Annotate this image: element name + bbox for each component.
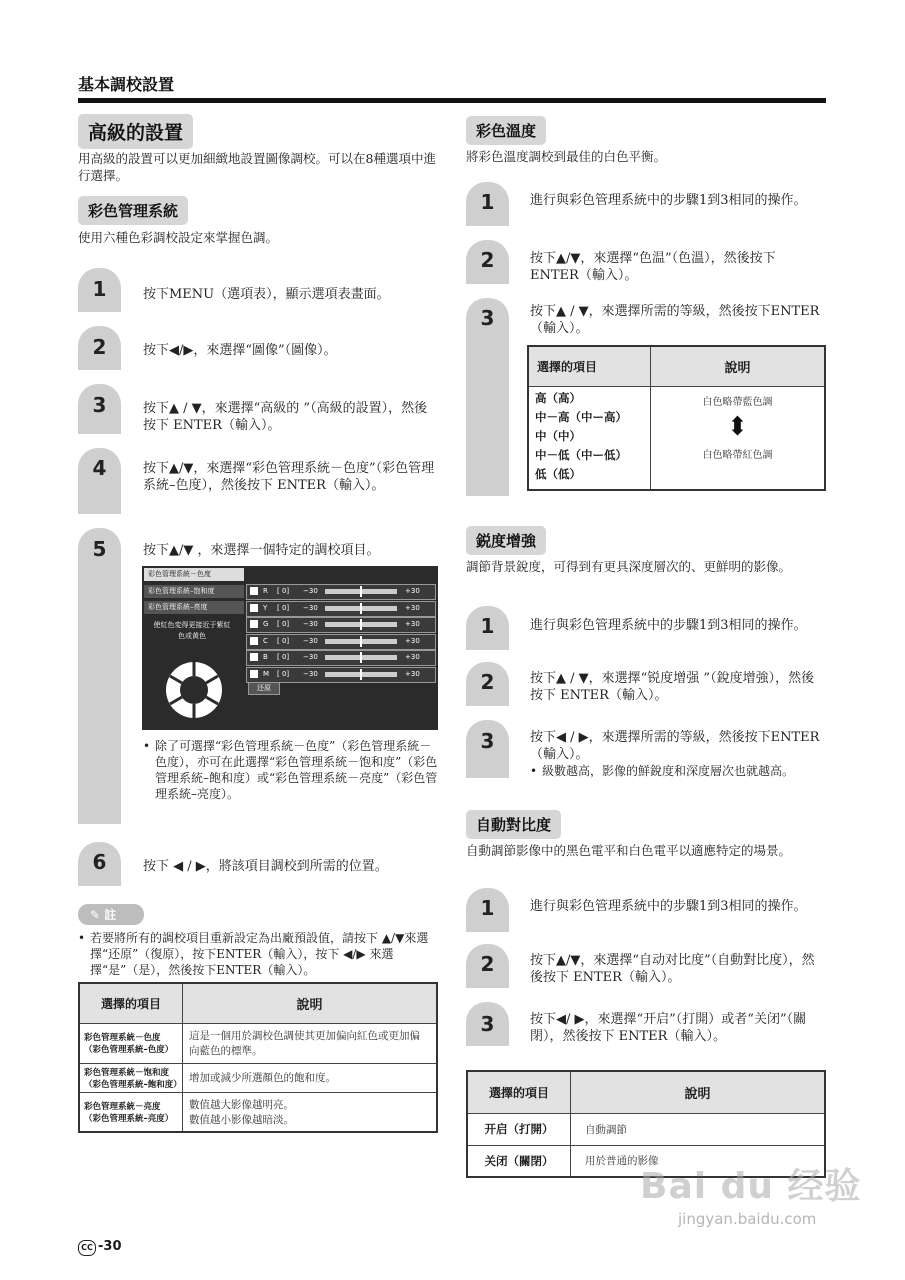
cms-desc: 使用六種色彩調校設定來掌握色調。 — [78, 230, 279, 245]
menu-channel-label: G — [263, 620, 269, 628]
step-5-number: 5 — [92, 537, 107, 561]
menu-channel-label: B — [263, 653, 268, 661]
contrast-step-1-number: 1 — [480, 896, 495, 920]
note-badge — [78, 904, 144, 925]
step-5-text: 按下▲/▼ ，來選擇一個特定的調校項目。 — [143, 543, 380, 558]
step-2-text: 按下◀/▶，來選擇“圖像”（圖像）。 — [143, 343, 337, 358]
step-2-number: 2 — [92, 335, 107, 359]
auto-contrast-title: 自動對比度 — [466, 810, 561, 839]
temp-step-3-number: 3 — [480, 306, 495, 330]
temp-step-2-text: 按下▲/▼，來選擇“色温”（色溫），然後按下 ENTER（輸入）。 — [530, 251, 776, 283]
menu-checkbox-icon — [250, 587, 258, 595]
sharp-step-1-number: 1 — [480, 614, 495, 638]
menu-slider-row[interactable] — [246, 634, 436, 650]
menu-channel-value: [ 0] — [277, 653, 290, 661]
step-4-text: 按下▲/▼，來選擇“彩色管理系統－色度”（彩色管理系統–色度），然後按下 ENTER（輸入）。 — [143, 461, 435, 493]
menu-slider-knob[interactable] — [360, 669, 362, 680]
menu-channel-value: [ 0] — [277, 587, 290, 595]
sharp-step-2-text: 按下▲ / ▼，來選擇“锐度增强 ”（銳度增強），然後按下 ENTER（輸入）。 — [530, 671, 815, 703]
table-cell-item: 开启（打開） — [467, 1113, 571, 1145]
menu-channel-min: −30 — [303, 620, 318, 628]
region-badge-icon: CC — [78, 1240, 96, 1256]
page-header-title: 基本調校設置 — [78, 75, 175, 94]
table-row — [467, 1113, 825, 1145]
temp-level: 中－低（中ー低） — [535, 447, 627, 462]
table-row — [79, 1092, 437, 1132]
menu-checkbox-icon — [250, 604, 258, 612]
menu-slider-knob[interactable] — [360, 586, 362, 597]
menu-item-saturation[interactable]: 彩色管理系統–饱和度 — [144, 585, 244, 598]
menu-channel-max: +30 — [405, 653, 420, 661]
menu-channel-value: [ 0] — [277, 669, 290, 678]
table-cell-item: 关闭（關閉） — [467, 1145, 571, 1177]
table-header-item: 選擇的項目 — [79, 983, 183, 1023]
menu-slider-track[interactable] — [325, 672, 397, 677]
table-cell-item: 彩色管理系統－饱和度 （彩色管理系統–飽和度） — [79, 1063, 183, 1092]
menu-slider-row[interactable] — [246, 584, 436, 600]
color-temp-title: 彩色溫度 — [466, 116, 546, 145]
sharpness-title: 鋭度增強 — [466, 526, 546, 555]
temp-level: 低（低） — [535, 466, 581, 481]
contrast-table-header-desc: 說明 — [571, 1071, 826, 1113]
table-cell-desc: 這是一個用於調校色調使其更加偏向紅色或更加偏向藍色的標準。 — [183, 1023, 438, 1063]
menu-slider-track[interactable] — [325, 639, 397, 644]
contrast-table-header-item: 選擇的項目 — [467, 1071, 571, 1113]
table-row — [79, 1063, 437, 1092]
table-cell-item: 彩色管理系統－色度 （彩色管理系統–色度） — [79, 1023, 183, 1063]
contrast-step-1-text: 進行與彩色管理系統中的步驟1到3相同的操作。 — [530, 899, 807, 914]
step-5-bullet-dot: • — [143, 739, 151, 753]
menu-channel-max: +30 — [405, 636, 420, 645]
temp-top-desc: 白色略帶藍色調 — [702, 396, 773, 408]
menu-channel-max: +30 — [405, 669, 420, 678]
step-6-text: 按下 ◀ / ▶，將該項目調校到所需的位置。 — [143, 859, 388, 874]
advanced-settings-title: 高級的設置 — [78, 114, 193, 149]
step-1-text: 按下MENU（選項表），顯示選項表畫面。 — [143, 287, 390, 302]
temp-bottom-desc: 白色略帶紅色調 — [702, 449, 773, 461]
page-number: -30 — [98, 1239, 122, 1254]
temp-table-header-desc: 說明 — [651, 346, 826, 386]
contrast-step-2-text: 按下▲/▼，來選擇“自动对比度”（自動對比度），然後按下 ENTER（輸入）。 — [530, 953, 815, 985]
sharp-step-1-text: 進行與彩色管理系統中的步驟1到3相同的操作。 — [530, 618, 807, 633]
table-cell-desc: 增加或減少所選顏色的飽和度。 — [183, 1063, 438, 1092]
reset-button[interactable]: 还原 — [248, 682, 280, 695]
menu-channel-label: M — [263, 669, 270, 678]
sharp-step-3-text: 按下◀ / ▶，來選擇所需的等級，然後按下ENTER（輸入）。 — [530, 730, 820, 762]
menu-channel-label: C — [263, 636, 268, 645]
menu-channel-value: [ 0] — [277, 620, 290, 628]
temp-levels-cell — [528, 386, 651, 490]
watermark-url: jingyan.baidu.com — [678, 1210, 817, 1228]
table-cell-item: 彩色管理系統－亮度 （彩色管理系統–亮度） — [79, 1092, 183, 1132]
temp-step-1-number: 1 — [480, 190, 495, 214]
menu-slider-row[interactable] — [246, 650, 436, 666]
contrast-step-2-number: 2 — [480, 952, 495, 976]
color-wheel-icon — [164, 660, 224, 720]
menu-slider-track[interactable] — [325, 589, 397, 594]
menu-slider-knob[interactable] — [360, 652, 362, 663]
watermark-logo: Bai du 经验 — [640, 1166, 862, 1207]
menu-slider-track[interactable] — [325, 655, 397, 660]
menu-slider-knob[interactable] — [360, 603, 362, 614]
step-3-text: 按下▲ / ▼，來選擇“高級的 ”（高級的設置），然後按下 ENTER（輸入）。 — [143, 401, 428, 433]
sharp-bullet-dot: • — [530, 764, 538, 778]
temp-level: 高（高） — [535, 390, 581, 405]
menu-channel-min: −30 — [303, 603, 318, 612]
step-6-number: 6 — [92, 850, 107, 874]
menu-checkbox-icon — [250, 637, 258, 645]
table-cell-desc: 數值越大影像越明亮。 數值越小影像越暗淡。 — [183, 1092, 438, 1132]
menu-slider-knob[interactable] — [360, 636, 362, 647]
advanced-settings-desc: 用高級的設置可以更加細緻地設置圖像調校。可以在8種選項中進行選擇。 — [78, 151, 436, 183]
up-down-arrow-icon: ⬍ — [726, 411, 749, 442]
menu-channel-max: +30 — [405, 603, 420, 612]
menu-channel-min: −30 — [303, 636, 318, 645]
color-temp-table — [527, 345, 826, 491]
menu-channel-value: [ 0] — [277, 636, 290, 645]
temp-step-1-text: 進行與彩色管理系統中的步驟1到3相同的操作。 — [530, 193, 807, 208]
sharp-step-3-number: 3 — [480, 729, 495, 753]
table-row — [79, 1023, 437, 1063]
cms-menu-screen — [142, 566, 438, 730]
menu-channel-min: −30 — [303, 669, 318, 678]
temp-step-3-text: 按下▲ / ▼，來選擇所需的等級，然後按下ENTER（輸入）。 — [530, 304, 820, 336]
menu-slider-row[interactable] — [246, 667, 436, 683]
sharp-bullet: 級數越高，影像的鮮銳度和深度層次也就越高。 — [542, 764, 795, 778]
sharp-step-2-number: 2 — [480, 670, 495, 694]
header-rule — [78, 98, 826, 103]
step-3-number: 3 — [92, 393, 107, 417]
menu-title: 彩色管理系統－色度 — [144, 568, 244, 581]
note-label: 註 — [104, 908, 117, 922]
cms-options-table — [78, 982, 438, 1133]
menu-checkbox-icon — [250, 653, 258, 661]
pencil-icon: ✎ — [90, 908, 101, 922]
temp-level: 中－高（中ー高） — [535, 409, 627, 424]
cms-title: 彩色管理系統 — [78, 196, 188, 225]
note-text: 若要將所有的調校項目重新設定為出廠預設值，請按下 ▲/▼來選擇“还原”（復原），按下ENTER（輸入），按下 ◀/▶ 來選擇“是”（是），然後按下ENTER（輸入）。 — [90, 931, 429, 977]
contrast-step-3-number: 3 — [480, 1012, 495, 1036]
menu-checkbox-icon — [250, 620, 258, 628]
table-cell-desc: 用於普通的影像 — [571, 1145, 826, 1177]
menu-channel-label: Y — [263, 603, 268, 612]
menu-slider-track[interactable] — [325, 622, 397, 627]
menu-slider-row[interactable] — [246, 601, 436, 617]
table-header-desc: 說明 — [183, 983, 438, 1023]
menu-channel-max: +30 — [405, 587, 420, 595]
menu-slider-track[interactable] — [325, 606, 397, 611]
menu-slider-knob[interactable] — [360, 619, 362, 630]
temp-step-2-number: 2 — [480, 248, 495, 272]
temp-desc-cell — [651, 386, 826, 490]
temp-table-header-item: 選擇的項目 — [528, 346, 651, 386]
temp-level: 中（中） — [535, 428, 581, 443]
color-temp-desc: 將彩色溫度調校到最佳的白色平衡。 — [466, 149, 667, 164]
menu-channel-label: R — [263, 587, 268, 595]
contrast-step-3-text: 按下◀/ ▶，來選擇“开启”（打開）或者“关闭”（關閉），然後按下 ENTER（輸入）。 — [530, 1012, 807, 1044]
table-cell-desc: 自動調節 — [571, 1113, 826, 1145]
step-5-note: 除了可選擇“彩色管理系統－色度”（彩色管理系統－色度），亦可在此選擇“彩色管理系統－饱和度”（彩色管理系統–飽和度）或“彩色管理系統－亮度”（彩色管理系統–亮度）。 — [155, 739, 438, 801]
menu-hint: 使紅色変得更接近于紫紅色或黄色 — [153, 621, 231, 640]
menu-channel-max: +30 — [405, 620, 420, 628]
menu-channel-min: −30 — [303, 587, 318, 595]
sharpness-desc: 調節背景銳度，可得到有更具深度層次的、更鮮明的影像。 — [466, 559, 792, 574]
step-5-bar — [78, 528, 121, 824]
step-1-number: 1 — [92, 277, 107, 301]
note-bullet-dot: • — [78, 931, 86, 945]
menu-item-brightness[interactable]: 彩色管理系統–亮度 — [144, 601, 244, 614]
auto-contrast-desc: 自動調節影像中的黑色電平和白色電平以適應特定的場景。 — [466, 843, 792, 858]
step-4-number: 4 — [92, 456, 107, 480]
menu-channel-min: −30 — [303, 653, 318, 661]
menu-checkbox-icon — [250, 670, 258, 678]
menu-slider-row[interactable] — [246, 617, 436, 633]
menu-channel-value: [ 0] — [277, 603, 290, 612]
